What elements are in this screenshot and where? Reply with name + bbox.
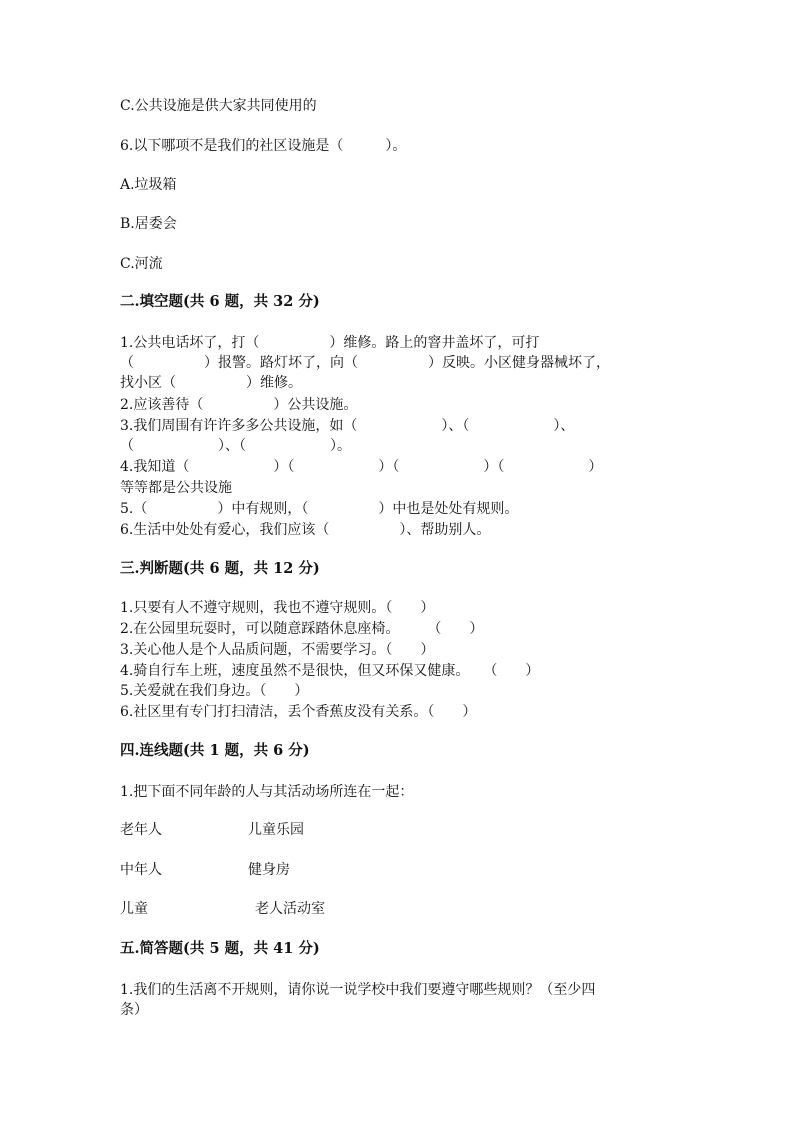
question-6-option-a: A.垃圾箱 <box>120 177 177 193</box>
fill-blank-line: 找小区（ ）维修。 <box>120 375 302 391</box>
matching-right-item: 老人活动室 <box>255 901 325 917</box>
section-3-title: 三.判断题(共 6 题，共 12 分) <box>120 560 320 577</box>
question-6-stem: 6.以下哪项不是我们的社区设施是（ ）。 <box>120 138 407 154</box>
true-false-line: 4.骑自行车上班，速度虽然不是很快，但又环保又健康。 （ ） <box>120 663 540 679</box>
fill-blank-line: 3.我们周围有许许多多公共设施，如（ ）、（ ）、 <box>120 418 575 434</box>
fill-blank-line: 5.（ ）中有规则，（ ）中也是处处有规则。 <box>120 501 519 517</box>
option-c-public-facilities: C.公共设施是供大家共同使用的 <box>120 98 317 114</box>
fill-blank-line: （ ）报警。路灯坏了，向（ ）反映。小区健身器械坏了， <box>120 355 610 371</box>
true-false-line: 2.在公园里玩耍时，可以随意踩踏休息座椅。 （ ） <box>120 621 484 637</box>
matching-left-item: 老年人 <box>120 822 162 838</box>
short-answer-q1-line: 1.我们的生活离不开规则，请你说一说学校中我们要遵守哪些规则？（至少四 <box>120 982 596 998</box>
section-2-title: 二.填空题(共 6 题，共 32 分) <box>120 293 320 310</box>
fill-blank-line: 1.公共电话坏了，打（ ）维修。路上的窨井盖坏了，可打 <box>120 335 540 351</box>
matching-left-item: 儿童 <box>120 901 148 917</box>
fill-blank-line: 2.应该善待（ ）公共设施。 <box>120 397 358 413</box>
true-false-line: 6.社区里有专门打扫清洁，丢个香蕉皮没有关系。（ ） <box>120 704 477 720</box>
true-false-line: 5.关爱就在我们身边。（ ） <box>120 683 309 699</box>
matching-right-item: 儿童乐园 <box>248 822 304 838</box>
document-page <box>120 0 680 1123</box>
section-4-title: 四.连线题(共 1 题，共 6 分) <box>120 742 310 759</box>
true-false-line: 1.只要有人不遵守规则，我也不遵守规则。（ ） <box>120 600 435 616</box>
true-false-line: 3.关心他人是个人品质问题，不需要学习。（ ） <box>120 642 435 658</box>
matching-left-item: 中年人 <box>120 862 162 878</box>
matching-question-stem: 1.把下面不同年龄的人与其活动场所连在一起： <box>120 784 414 800</box>
short-answer-q1-line: 条） <box>120 1002 148 1018</box>
fill-blank-line: （ ）、（ ）。 <box>120 438 351 454</box>
question-6-option-c: C.河流 <box>120 256 163 272</box>
fill-blank-line: 6.生活中处处有爱心，我们应该（ ）、帮助别人。 <box>120 522 491 538</box>
matching-right-item: 健身房 <box>248 862 290 878</box>
section-5-title: 五.简答题(共 5 题，共 41 分) <box>120 940 320 957</box>
fill-blank-line: 等等都是公共设施 <box>120 480 232 496</box>
question-6-option-b: B.居委会 <box>120 216 177 232</box>
fill-blank-line: 4.我知道（ ）（ ）（ ）（ ） <box>120 459 603 475</box>
